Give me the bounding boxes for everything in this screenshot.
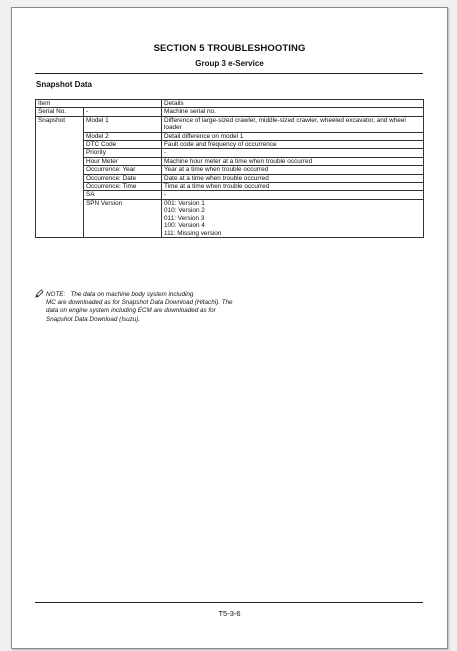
row-item-cell: - — [84, 108, 162, 116]
table-row — [36, 157, 424, 165]
note-text-first: The data on machine body system including — [70, 291, 194, 298]
spn-version-line: 100: Version 4 — [164, 222, 205, 230]
row-group-cell: Snapshot — [36, 116, 84, 237]
footer-divider — [35, 602, 423, 603]
column-header-item: Item — [36, 100, 162, 108]
row-details-cell: Date at a time when trouble occurred — [162, 174, 424, 182]
table-row — [36, 174, 424, 182]
table-row — [36, 116, 424, 132]
spn-version-line: 111: Missing version — [164, 229, 222, 237]
table-header-row — [36, 100, 424, 108]
table-row — [36, 149, 424, 157]
row-details-cell: - — [162, 191, 424, 199]
table-row — [36, 108, 424, 116]
header-divider — [35, 73, 423, 74]
row-details-cell: Machine serial no. — [162, 108, 424, 116]
table-row — [36, 141, 424, 149]
column-header-details: Details — [162, 100, 424, 108]
group-subtitle: Group 3 e-Service — [195, 59, 264, 68]
table-row — [36, 199, 424, 237]
page-number: T5-3-6 — [218, 609, 241, 618]
page-heading: Snapshot Data — [36, 80, 93, 89]
row-item-cell: DTC Code — [84, 141, 162, 149]
row-item-cell: Model 2 — [84, 132, 162, 140]
row-item-cell: Occurrence: Time — [84, 183, 162, 191]
row-details-cell: Detail difference on model 1 — [162, 132, 424, 140]
row-details-cell: Time at a time when trouble occurred — [162, 183, 424, 191]
row-group-cell: Serial No. — [36, 108, 84, 116]
row-details-cell: Year at a time when trouble occurred — [162, 166, 424, 174]
spn-version-line: 011: Version 3 — [164, 214, 205, 222]
note-label: NOTE: — [46, 291, 66, 298]
row-details-cell: Fault code and frequency of occurrence — [162, 141, 424, 149]
section-title-header: SECTION 5 TROUBLESHOOTING — [153, 43, 306, 54]
document-page — [11, 7, 448, 649]
row-item-cell: Hour Meter — [84, 157, 162, 165]
row-item-cell: SPN Version — [84, 199, 162, 237]
table-row — [36, 191, 424, 199]
row-details-cell: Machine hour meter at a time when trouble occurred — [162, 157, 424, 165]
row-item-cell: Occurrence: Date — [84, 174, 162, 182]
note-text-rest: MC are downloaded as for Snapshot Data Download (Hitachi). The data on engine system including ECM are downloaded as for Snapshot Data Download (Isuzu). — [46, 299, 233, 323]
snapshot-data-table — [35, 99, 424, 238]
row-item-cell: Model 1 — [84, 116, 162, 132]
table-row — [36, 132, 424, 140]
row-item-cell: Occurrence: Year — [84, 166, 162, 174]
row-item-cell: SA — [84, 191, 162, 199]
note-block — [35, 289, 235, 324]
table-row — [36, 166, 424, 174]
table-row — [36, 183, 424, 191]
row-details-cell — [162, 199, 424, 237]
spn-version-line: 010: Version 2 — [164, 207, 205, 215]
pencil-icon — [35, 289, 44, 298]
spn-version-line: 001: Version 1 — [164, 199, 205, 207]
row-item-cell: Priority — [84, 149, 162, 157]
row-details-cell: Difference of large-sized crawler, middle-sized crawler, wheeled excavator, and wheel loader — [162, 116, 424, 132]
row-details-cell: - — [162, 149, 424, 157]
